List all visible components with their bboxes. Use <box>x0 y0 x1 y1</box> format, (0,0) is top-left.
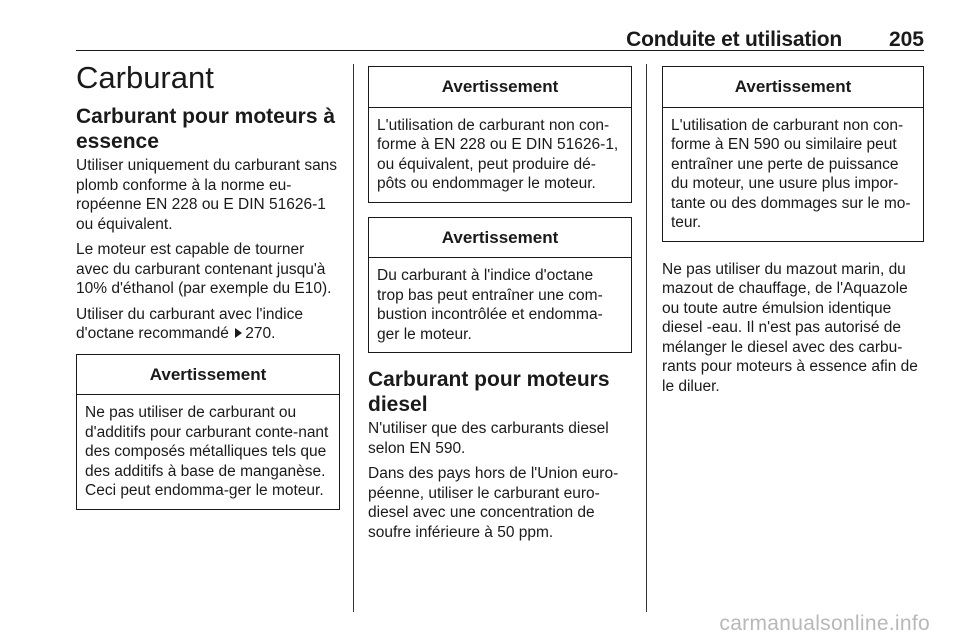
paragraph: N'utiliser que des carburants diesel selon EN 590. <box>368 420 609 457</box>
warning-body: L'utilisation de carburant non con-forme à EN 228 ou E DIN 51626-1, ou équivalent, peut produire dé-pôts ou endommager le moteur. <box>377 116 619 192</box>
paragraph: Le moteur est capable de tourner avec du carburant contenant jusqu'à 10% d'éthanol (par exemple du E10). <box>76 241 332 297</box>
warning-title: Avertissement <box>369 67 631 108</box>
warning-title: Avertissement <box>77 355 339 396</box>
warning-body: L'utilisation de carburant non con-forme à EN 590 ou similaire peut entraîner une perte de puissance du moteur, une usure plus impor-tante ou des dommages sur le mo-teur. <box>671 116 911 231</box>
paragraph: Utiliser uniquement du carburant sans plomb conforme à la norme eu-ropéenne EN 228 ou E DIN 51626-1 ou équivalent. <box>76 157 338 233</box>
header-rule <box>76 50 924 51</box>
warning-box <box>368 217 632 354</box>
subsection-title-diesel: Carburant pour moteurs diesel <box>368 368 610 416</box>
warning-title: Avertissement <box>663 67 923 108</box>
warning-body: Ne pas utiliser de carburant ou d'additifs pour carburant conte-nant des composés métalliques tels que des additifs à base de manganèse. Ceci peut endomma-ger le moteur. <box>85 404 329 499</box>
paragraph: Dans des pays hors de l'Union euro-péenne, utiliser le carburant euro-diesel avec une concentration de soufre inférieure à 50 ppm. <box>368 465 619 541</box>
warning-box <box>368 66 632 203</box>
warning-box <box>662 66 924 242</box>
page-reference-arrow-icon <box>235 328 242 338</box>
header-title: Conduite et utilisation <box>626 28 842 51</box>
column-right <box>662 60 924 402</box>
column-divider <box>646 64 647 612</box>
page-header <box>0 22 960 52</box>
watermark: carmanualsonline.info <box>719 612 930 635</box>
paragraph: Ne pas utiliser du mazout marin, du mazout de chauffage, de l'Aquazole ou toute autre émulsion identique diesel -eau. Il n'est pas autorisé de mélanger le diesel avec des carbu-rants pour moteurs à essence afin de le diluer. <box>662 260 918 395</box>
column-middle <box>368 60 632 548</box>
warning-title: Avertissement <box>369 218 631 259</box>
section-title: Carburant <box>76 60 214 95</box>
column-divider <box>353 64 354 612</box>
subsection-title-essence: Carburant pour moteurs à essence <box>76 105 336 153</box>
reference-text: Utiliser du carburant avec l'indice d'octane recommandé <box>76 305 303 342</box>
paragraph-reference <box>76 305 340 344</box>
page-number: 205 <box>888 28 924 51</box>
warning-box <box>76 354 340 510</box>
warning-body: Du carburant à l'indice d'octane trop bas peut entraîner une com-bustion incontrôlée et endomma-ger le moteur. <box>377 267 603 343</box>
column-left <box>76 60 340 524</box>
page-reference-link[interactable]: 270. <box>245 325 276 342</box>
